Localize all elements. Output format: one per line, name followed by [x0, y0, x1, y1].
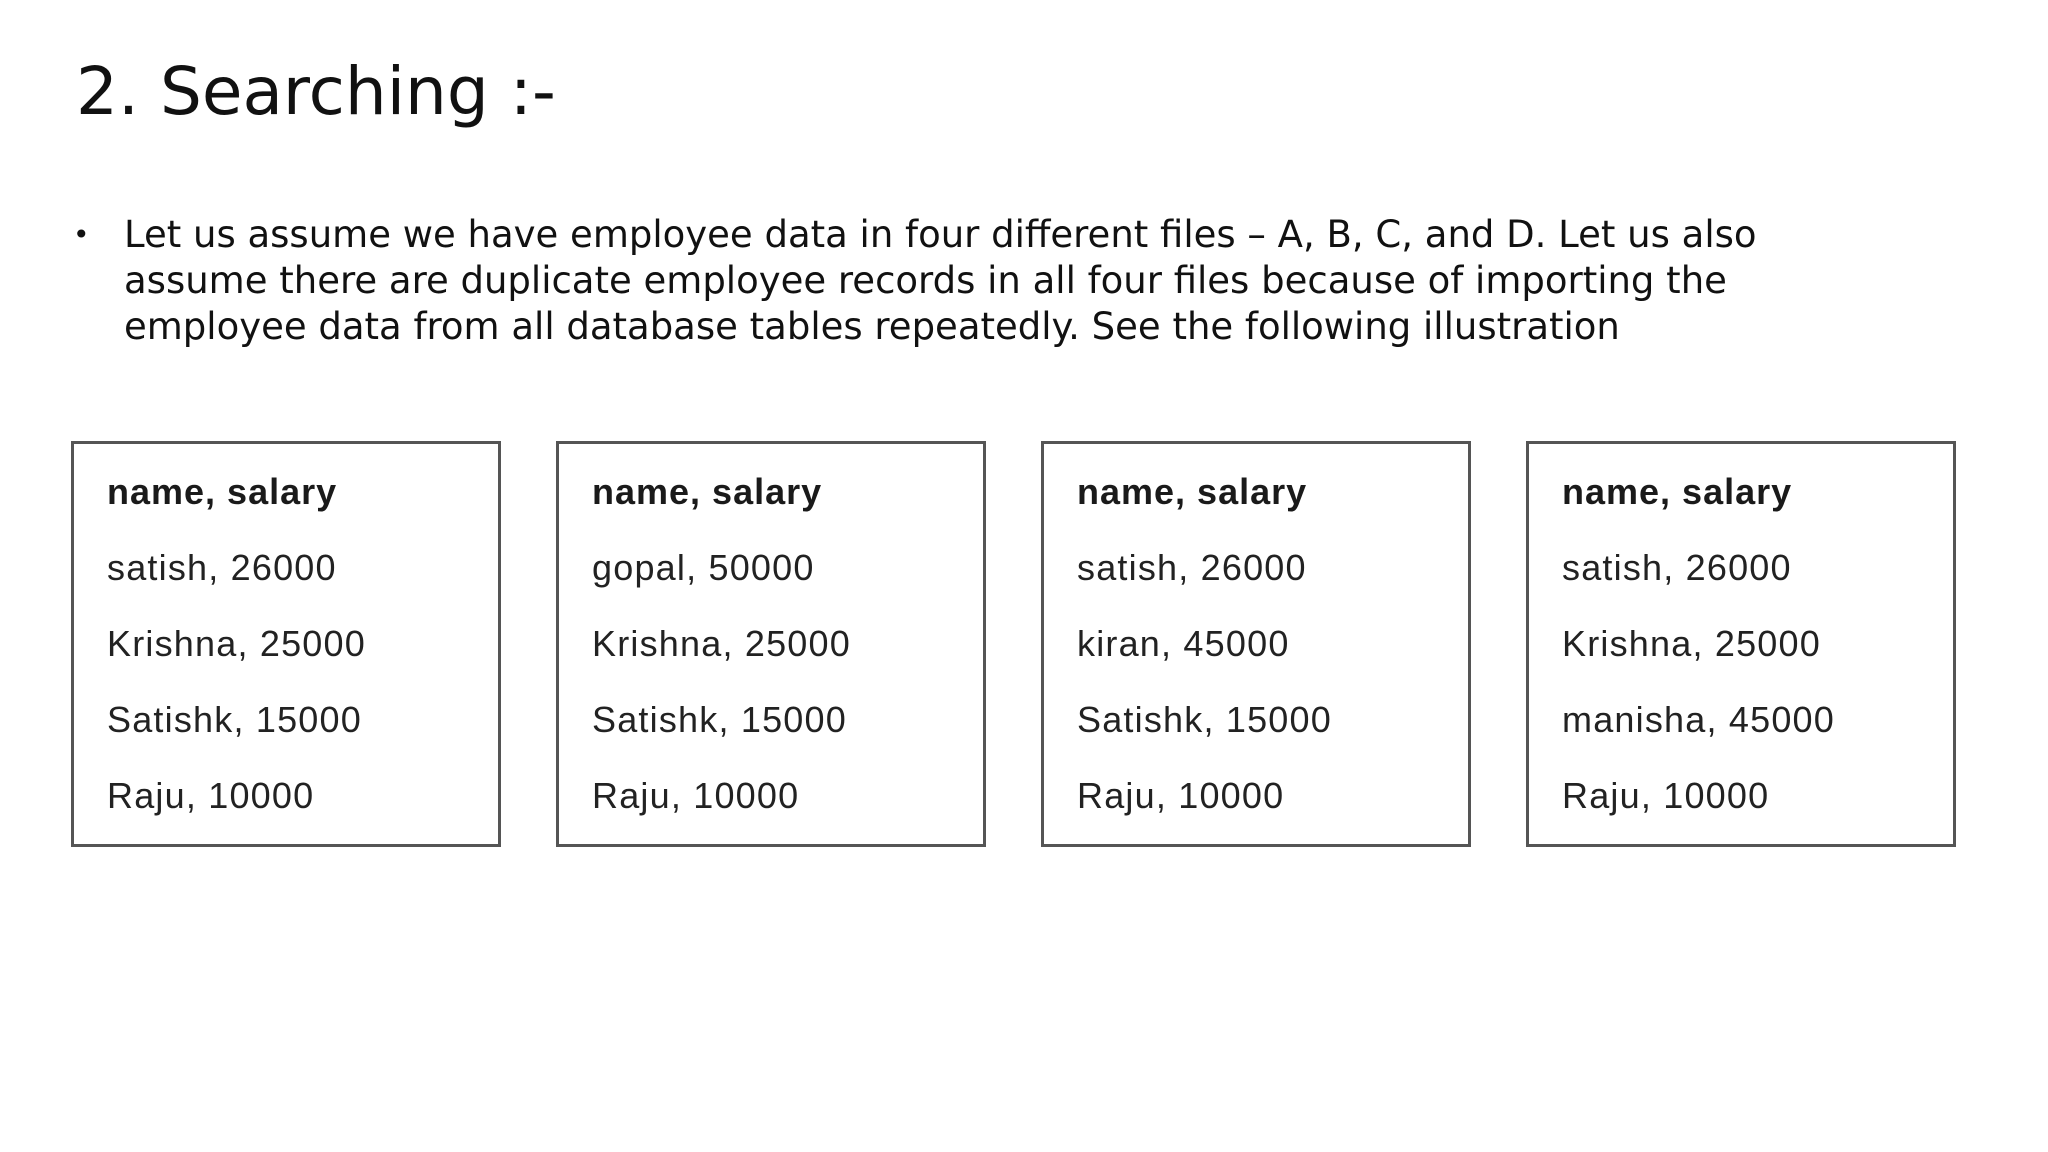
file-record: Satishk, 15000 [107, 699, 362, 740]
employee-files-illustration [71, 441, 1961, 852]
bullet-item [70, 212, 1900, 350]
file-record: Raju, 10000 [592, 775, 800, 816]
file-column-header: name, salary [1562, 471, 1793, 512]
file-record: Satishk, 15000 [592, 699, 847, 740]
employee-file-box [1041, 441, 1471, 847]
file-record: gopal, 50000 [592, 547, 815, 588]
file-record: Krishna, 25000 [1562, 623, 1821, 664]
slide-title: 2. Searching :- [76, 53, 556, 130]
file-record: Krishna, 25000 [592, 623, 851, 664]
file-record: kiran, 45000 [1077, 623, 1290, 664]
bullet-list [70, 212, 1900, 350]
file-record: Raju, 10000 [1077, 775, 1285, 816]
employee-file-box [1526, 441, 1956, 847]
file-record: Satishk, 15000 [1077, 699, 1332, 740]
file-record: Krishna, 25000 [107, 623, 366, 664]
file-record: satish, 26000 [1077, 547, 1307, 588]
file-record: Raju, 10000 [1562, 775, 1770, 816]
employee-file-box [71, 441, 501, 847]
bullet-marker: • [73, 218, 90, 251]
file-record: Raju, 10000 [107, 775, 315, 816]
file-record: satish, 26000 [1562, 547, 1792, 588]
file-record: manisha, 45000 [1562, 699, 1835, 740]
employee-file-box [556, 441, 986, 847]
bullet-text: Let us assume we have employee data in four different files – A, B, C, and D. Let us also assume there are duplicate employee records in all four files because of importing the employee data from all database tables repeatedly. See the following illustration [124, 213, 1757, 348]
file-column-header: name, salary [107, 471, 338, 512]
file-column-header: name, salary [1077, 471, 1308, 512]
file-column-header: name, salary [592, 471, 823, 512]
file-record: satish, 26000 [107, 547, 337, 588]
